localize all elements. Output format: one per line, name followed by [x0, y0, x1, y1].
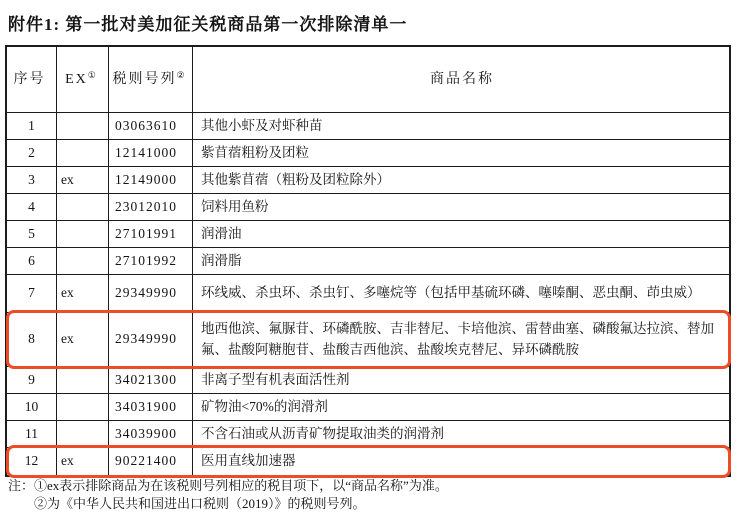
cell-seq: 9: [7, 367, 57, 393]
header-name-label: 商品名称: [430, 72, 494, 87]
cell-seq: 7: [7, 275, 57, 312]
cell-code: 29349990: [109, 275, 193, 312]
table-row-highlighted: [7, 448, 729, 475]
cell-code: 34031900: [109, 394, 193, 420]
cell-seq: 10: [7, 394, 57, 420]
cell-seq: 11: [7, 421, 57, 447]
cell-code: 23012010: [109, 194, 193, 220]
table-row: [7, 221, 729, 248]
table-row: [7, 367, 729, 394]
header-ex-label: EX: [65, 72, 88, 87]
cell-ex: [57, 248, 109, 274]
footnote-1-text: ①ex表示排除商品为在该税则号列相应的税目项下，以“商品名称”为准。: [34, 478, 448, 493]
cell-code: 27101991: [109, 221, 193, 247]
cell-seq: 8: [7, 313, 57, 366]
cell-code: 12141000: [109, 140, 193, 166]
footnotes: [8, 477, 448, 513]
cell-code: 03063610: [109, 113, 193, 139]
header-seq: [7, 47, 57, 112]
cell-ex: [57, 194, 109, 220]
cell-seq: 12: [7, 448, 57, 475]
header-code: [109, 47, 193, 112]
cell-name: 地西他滨、氟脲苷、环磷酰胺、吉非替尼、卡培他滨、雷替曲塞、磷酸氟达拉滨、替加氟、盐酸阿糖胞苷、盐酸吉西他滨、盐酸埃克替尼、异环磷酰胺: [201, 321, 714, 357]
cell-name: 医用直线加速器: [201, 453, 296, 469]
cell-ex: [57, 140, 109, 166]
cell-code: 27101992: [109, 248, 193, 274]
cell-seq: 3: [7, 167, 57, 193]
footnote-prefix: 注：: [8, 478, 35, 493]
cell-name: 饲料用鱼粉: [201, 198, 269, 214]
cell-seq: 5: [7, 221, 57, 247]
table-row: [7, 113, 729, 140]
cell-name: 其他小虾及对虾种苗: [201, 117, 323, 133]
cell-code: 34021300: [109, 367, 193, 393]
cell-code: 90221400: [109, 448, 193, 475]
cell-name: 不含石油或从沥青矿物提取油类的润滑剂: [201, 425, 444, 441]
footnote-2-text: ②为《中华人民共和国进出口税则（2019）》的税则号列。: [34, 495, 366, 511]
cell-ex: [57, 367, 109, 393]
cell-seq: 4: [7, 194, 57, 220]
cell-ex: [57, 221, 109, 247]
cell-ex: ex: [57, 448, 109, 475]
footnote-line-1: [8, 477, 448, 495]
header-ex: [57, 47, 109, 112]
cell-seq: 6: [7, 248, 57, 274]
table-row-highlighted: [7, 313, 729, 367]
cell-name: 紫苜蓿粗粉及团粒: [201, 144, 309, 160]
page-title: 附件1: 第一批对美加征关税商品第一次排除清单一: [8, 15, 408, 34]
cell-ex: ex: [57, 313, 109, 366]
cell-ex: [57, 421, 109, 447]
table-row: [7, 421, 729, 448]
cell-ex: ex: [57, 167, 109, 193]
cell-code: 12149000: [109, 167, 193, 193]
tariff-exclusion-table: [5, 45, 731, 477]
table-row: [7, 167, 729, 194]
cell-name: 其他紫苜蓿（粗粉及团粒除外）: [201, 171, 390, 187]
cell-name: 润滑油: [201, 225, 242, 241]
table-row: [7, 394, 729, 421]
cell-code: 29349990: [109, 313, 193, 366]
footnote-mark-1: ①: [87, 70, 96, 80]
footnote-mark-2: ②: [176, 70, 185, 80]
cell-code: 34039900: [109, 421, 193, 447]
table-row: [7, 194, 729, 221]
table-body: [7, 113, 729, 475]
table-row: [7, 275, 729, 313]
cell-seq: 1: [7, 113, 57, 139]
cell-name: 环线威、杀虫环、杀虫钉、多噻烷等（包括甲基硫环磷、噻嗪酮、恶虫酮、茚虫威）: [201, 285, 701, 301]
footnote-line-2: [8, 495, 448, 513]
cell-name: 矿物油<70%的润滑剂: [201, 398, 328, 414]
header-code-label: 税则号列: [112, 72, 177, 87]
table-row: [7, 248, 729, 275]
header-name: [193, 47, 729, 112]
cell-ex: [57, 113, 109, 139]
cell-name: 润滑脂: [201, 252, 242, 268]
header-seq-label: 序号: [13, 72, 46, 87]
cell-seq: 2: [7, 140, 57, 166]
table-header-row: [7, 47, 729, 113]
cell-ex: ex: [57, 275, 109, 312]
cell-ex: [57, 394, 109, 420]
table-row: [7, 140, 729, 167]
cell-name: 非离子型有机表面活性剂: [201, 371, 350, 387]
